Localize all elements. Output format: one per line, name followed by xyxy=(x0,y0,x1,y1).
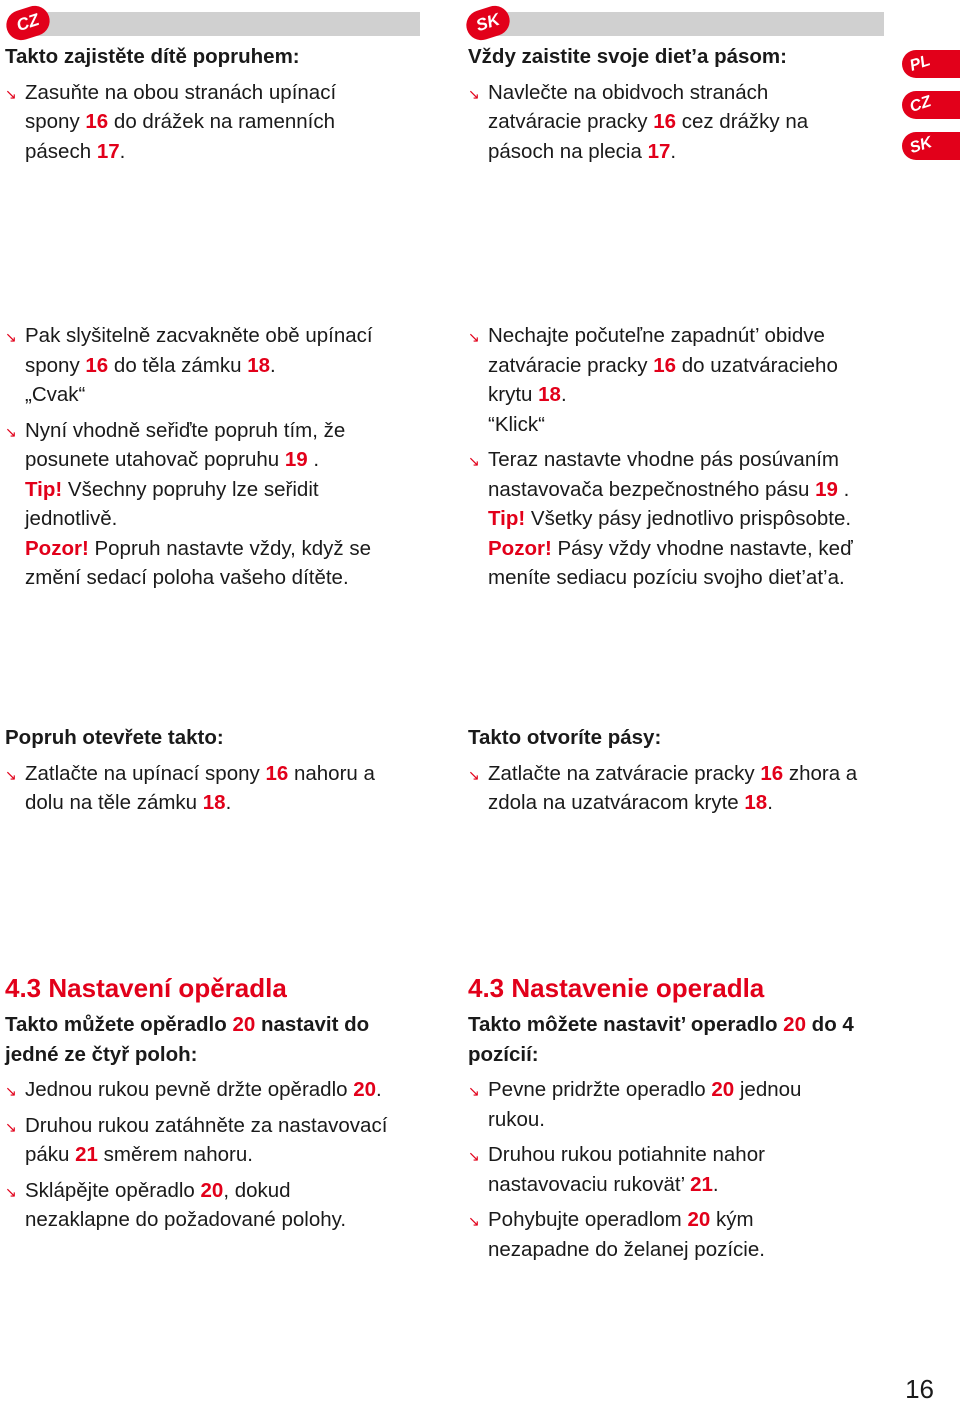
cz-s4-item-2: ↘ Druhou rukou zatáhněte za nastavovací páku 21 směrem nahoru. xyxy=(5,1111,445,1170)
cz-s4-item-1: ↘ Jednou rukou pevně držte opěradlo 20. xyxy=(5,1075,445,1105)
arrow-icon: ↘ xyxy=(468,766,480,783)
sk-s4-heading: Takto môžete nastavit’ operadlo 20 do 4 pozícií: xyxy=(468,1013,854,1066)
arrow-icon: ↘ xyxy=(468,85,480,102)
sk-tip-label: Tip! xyxy=(488,507,526,530)
cz-section-2 xyxy=(5,321,445,593)
sk-s4-title: 4.3 Nastavenie operadla xyxy=(468,973,765,1003)
cz-s2-cvak: „Cvak“ xyxy=(25,383,86,406)
lang-tab-pl[interactable]: PL xyxy=(902,50,960,78)
sk-s4-item-3: ↘ Pohybujte operadlom 20 kým nezapadne do želanej pozície. xyxy=(468,1205,888,1264)
arrow-icon: ↘ xyxy=(5,1183,17,1200)
arrow-icon: ↘ xyxy=(5,766,17,783)
sk-badge: SK xyxy=(462,2,513,44)
sk-s2-item-1: ↘ Nechajte počuteľne zapadnút’ obidve zatváracie pracky 16 do uzatváracieho krytu 18. xyxy=(468,321,888,410)
cz-section-3 xyxy=(5,723,445,818)
arrow-icon: ↘ xyxy=(468,453,480,469)
sk-s4-item-1: ↘ Pevne pridržte operadlo 20 jednou rukou. xyxy=(468,1075,888,1134)
cz-s1-heading: Takto zajistěte dítě popruhem: xyxy=(5,45,300,68)
arrow-icon: ↘ xyxy=(468,1083,480,1099)
cz-s2-item-1: ↘ Pak slyšitelně zacvakněte obě upínací spony 16 do těla zámku 18. xyxy=(5,321,445,380)
cz-s4-title: 4.3 Nastavení opěradla xyxy=(5,973,287,1003)
sk-s1-heading: Vždy zaistite svoje diet’a pásom: xyxy=(468,45,787,68)
arrow-icon: ↘ xyxy=(468,1213,480,1229)
cz-s3-heading: Popruh otevřete takto: xyxy=(5,726,224,749)
arrow-icon: ↘ xyxy=(468,1148,480,1164)
sk-s2-klick: “Klick“ xyxy=(488,412,545,436)
sk-s4-item-2: ↘ Druhou rukou potiahnite nahor nastavovaciu rukovät’ 21. xyxy=(468,1140,888,1199)
cz-tip-label: Tip! xyxy=(25,477,63,501)
cz-pozor-label: Pozor! xyxy=(25,536,89,560)
sk-section-1 xyxy=(468,42,888,166)
arrow-icon: ↘ xyxy=(5,1083,17,1099)
cz-s1-item-1: ↘ Zasuňte na obou stranách upínací spony 16 do drážek na ramenních pásech 17. xyxy=(5,78,445,167)
sk-section-3 xyxy=(468,723,888,818)
page-number: 16 xyxy=(905,1374,934,1404)
cz-section-1 xyxy=(5,42,445,166)
arrow-icon: ↘ xyxy=(468,329,480,345)
cz-s4-item-3: ↘ Sklápějte opěradlo 20, dokud nezaklapne do požadované polohy. xyxy=(5,1176,445,1235)
arrow-icon: ↘ xyxy=(5,423,17,440)
arrow-icon: ↘ xyxy=(5,1118,17,1135)
arrow-icon: ↘ xyxy=(5,329,17,345)
sk-section-2 xyxy=(468,321,888,593)
sk-s3-item-1: ↘ Zatlačte na zatváracie pracky 16 zhora a zdola na uzatváracom kryte 18. xyxy=(468,759,888,818)
sk-s2-item-2: ↘ Teraz nastavte vhodne pás posúvaním nastavovača bezpečnostného pásu 19 . Tip! Všetky pásy jednotlivo prispôsobte. Pozor! Pásy vždy vhodne nastavte, keď meníte sediacu pozíciu svojho diet’at’a. xyxy=(468,445,888,593)
cz-section-4 xyxy=(5,972,445,1235)
cz-header-bar xyxy=(24,12,420,36)
lang-tab-cz[interactable]: CZ xyxy=(902,91,960,119)
cz-s4-heading: Takto můžete opěradlo 20 nastavit do jedné ze čtyř poloh: xyxy=(5,1013,370,1066)
sk-s1-item-1: ↘ Navlečte na obidvoch stranách zatváracie pracky 16 cez drážky na pásoch na plecia 17. xyxy=(468,78,888,167)
arrow-icon: ↘ xyxy=(5,85,17,102)
lang-tab-sk[interactable]: SK xyxy=(902,132,960,160)
sk-header-bar xyxy=(484,12,884,36)
sk-header xyxy=(466,9,884,36)
sk-s3-heading: Takto otvoríte pásy: xyxy=(468,726,662,749)
cz-s3-item-1: ↘ Zatlačte na upínací spony 16 nahoru a dolu na těle zámku 18. xyxy=(5,759,445,818)
sk-pozor-label: Pozor! xyxy=(488,536,552,560)
cz-badge: CZ xyxy=(2,2,53,44)
cz-s2-item-2: ↘ Nyní vhodně seřiďte popruh tím, že posunete utahovač popruhu 19 . Tip! Všechny popruhy lze seřidit jednotlivě. Pozor! Popruh nastavte vždy, když se změní sedací poloha vašeho dítěte. xyxy=(5,416,445,593)
sk-section-4 xyxy=(468,972,888,1264)
cz-header xyxy=(6,9,420,36)
